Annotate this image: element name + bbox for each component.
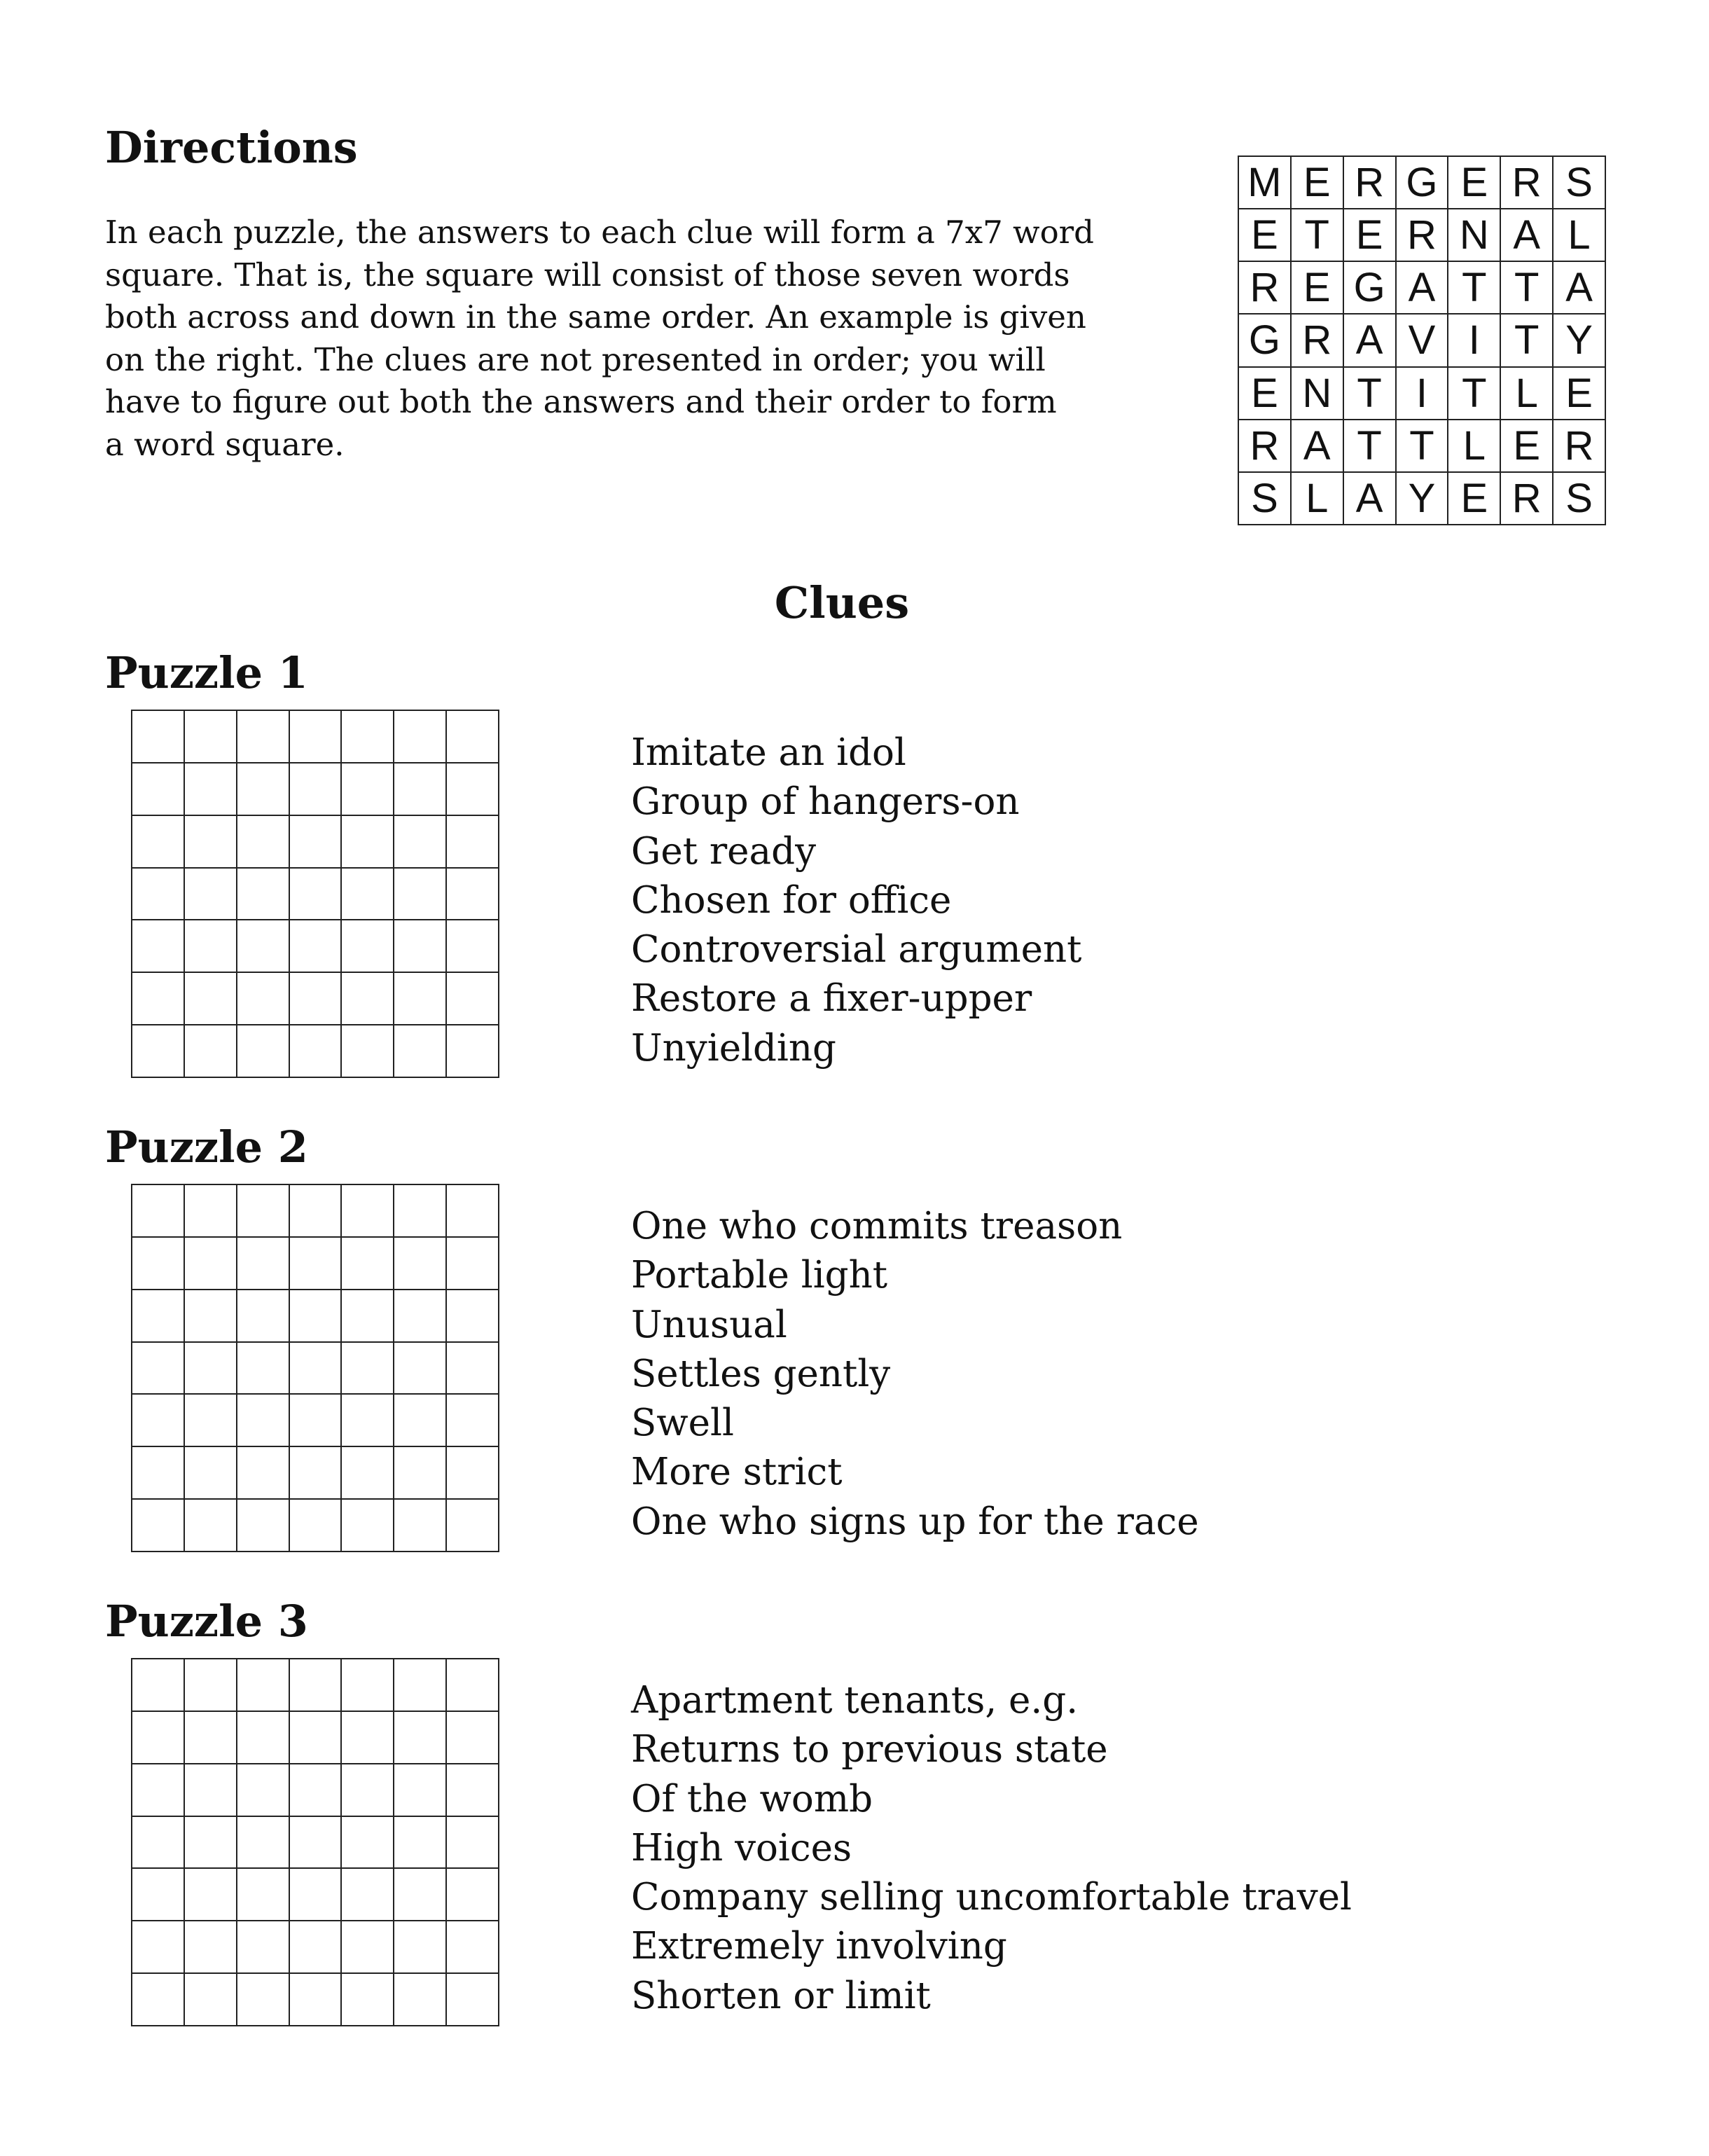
puzzle-cell[interactable] xyxy=(394,1921,447,1974)
puzzle-cell[interactable] xyxy=(342,1185,394,1238)
example-cell: N xyxy=(1448,209,1501,262)
example-cell: E xyxy=(1554,368,1606,420)
directions-text xyxy=(105,212,1121,466)
puzzle-cell[interactable] xyxy=(342,1764,394,1817)
puzzle-cell[interactable] xyxy=(132,1185,185,1238)
puzzle-cell[interactable] xyxy=(185,1238,237,1290)
example-cell: R xyxy=(1344,157,1397,209)
puzzle-cell[interactable] xyxy=(237,1817,290,1870)
example-cell: A xyxy=(1397,262,1449,315)
example-cell: A xyxy=(1554,262,1606,315)
puzzle-3-heading: Puzzle 3 xyxy=(105,1596,308,1647)
clue-item: Swell xyxy=(631,1402,734,1445)
example-cell: T xyxy=(1448,368,1501,420)
clue-item: Restore a fixer-upper xyxy=(631,977,1032,1021)
example-word-square xyxy=(1238,156,1606,525)
puzzle-cell[interactable] xyxy=(237,1025,290,1078)
puzzle-cell[interactable] xyxy=(237,1974,290,2026)
directions-line: a word square. xyxy=(105,425,345,463)
puzzle-cell[interactable] xyxy=(447,1921,499,1974)
puzzle-cell[interactable] xyxy=(185,1869,237,1921)
puzzle-cell[interactable] xyxy=(132,1974,185,2026)
example-cell: S xyxy=(1554,157,1606,209)
puzzle-cell[interactable] xyxy=(290,1185,343,1238)
puzzle-cell[interactable] xyxy=(290,1025,343,1078)
puzzle-cell[interactable] xyxy=(237,1869,290,1921)
puzzle-cell[interactable] xyxy=(290,816,343,869)
puzzle-cell[interactable] xyxy=(185,1290,237,1343)
clue-item: One who commits treason xyxy=(631,1205,1123,1248)
puzzle-cell[interactable] xyxy=(342,1025,394,1078)
puzzle-cell[interactable] xyxy=(290,1500,343,1552)
example-cell: R xyxy=(1292,315,1344,367)
puzzle-cell[interactable] xyxy=(185,711,237,763)
puzzle-cell[interactable] xyxy=(447,1817,499,1870)
clue-item: Unyielding xyxy=(631,1026,836,1070)
puzzle-cell[interactable] xyxy=(394,1238,447,1290)
puzzle-cell[interactable] xyxy=(290,1869,343,1921)
puzzle-cell[interactable] xyxy=(394,1869,447,1921)
puzzle-cell[interactable] xyxy=(290,1238,343,1290)
puzzle-cell[interactable] xyxy=(237,1500,290,1552)
puzzle-cell[interactable] xyxy=(132,1238,185,1290)
puzzle-1-clues xyxy=(631,728,1081,1073)
puzzle-cell[interactable] xyxy=(237,973,290,1025)
puzzle-cell[interactable] xyxy=(342,816,394,869)
example-cell: Y xyxy=(1554,315,1606,367)
puzzle-1-grid[interactable] xyxy=(131,710,499,1078)
puzzle-cell[interactable] xyxy=(394,1290,447,1343)
puzzle-cell[interactable] xyxy=(132,1869,185,1921)
puzzle-cell[interactable] xyxy=(290,1974,343,2026)
puzzle-cell[interactable] xyxy=(394,816,447,869)
puzzle-cell[interactable] xyxy=(447,1238,499,1290)
puzzle-cell[interactable] xyxy=(185,1764,237,1817)
puzzle-cell[interactable] xyxy=(342,1712,394,1764)
puzzle-cell[interactable] xyxy=(342,1447,394,1500)
puzzle-cell[interactable] xyxy=(237,816,290,869)
puzzle-cell[interactable] xyxy=(342,920,394,973)
puzzle-cell[interactable] xyxy=(342,1290,394,1343)
puzzle-cell[interactable] xyxy=(342,763,394,816)
puzzle-cell[interactable] xyxy=(342,1974,394,2026)
example-cell: T xyxy=(1501,315,1554,367)
clue-item: Unusual xyxy=(631,1303,787,1346)
puzzle-cell[interactable] xyxy=(237,1343,290,1395)
puzzle-cell[interactable] xyxy=(394,1659,447,1712)
puzzle-cell[interactable] xyxy=(342,1343,394,1395)
puzzle-cell[interactable] xyxy=(290,920,343,973)
example-cell: A xyxy=(1344,315,1397,367)
puzzle-cell[interactable] xyxy=(185,763,237,816)
puzzle-cell[interactable] xyxy=(342,1238,394,1290)
puzzle-cell[interactable] xyxy=(447,763,499,816)
example-cell: E xyxy=(1239,209,1292,262)
puzzle-cell[interactable] xyxy=(342,1921,394,1974)
example-cell: S xyxy=(1554,473,1606,525)
puzzle-cell[interactable] xyxy=(132,973,185,1025)
puzzle-cell[interactable] xyxy=(185,1817,237,1870)
directions-line: square. That is, the square will consist of those seven words xyxy=(105,256,1070,293)
puzzle-cell[interactable] xyxy=(290,1712,343,1764)
example-cell: S xyxy=(1239,473,1292,525)
puzzle-3-grid[interactable] xyxy=(131,1658,499,2026)
clues-heading: Clues xyxy=(774,577,910,628)
puzzle-2-heading: Puzzle 2 xyxy=(105,1121,308,1173)
puzzle-cell[interactable] xyxy=(290,763,343,816)
clue-item: Of the womb xyxy=(631,1777,873,1820)
example-cell: Y xyxy=(1397,473,1449,525)
puzzle-cell[interactable] xyxy=(132,1764,185,1817)
puzzle-cell[interactable] xyxy=(394,1974,447,2026)
puzzle-cell[interactable] xyxy=(185,1343,237,1395)
example-cell: E xyxy=(1239,368,1292,420)
puzzle-cell[interactable] xyxy=(394,869,447,921)
puzzle-cell[interactable] xyxy=(394,1343,447,1395)
puzzle-cell[interactable] xyxy=(132,1025,185,1078)
puzzle-3-clues xyxy=(631,1676,1352,2021)
example-cell: A xyxy=(1501,209,1554,262)
example-cell: L xyxy=(1448,420,1501,473)
clue-item: Imitate an idol xyxy=(631,731,906,774)
puzzle-cell[interactable] xyxy=(290,1343,343,1395)
puzzle-cell[interactable] xyxy=(185,1500,237,1552)
example-cell: L xyxy=(1554,209,1606,262)
puzzle-cell[interactable] xyxy=(447,1869,499,1921)
example-cell: T xyxy=(1292,209,1344,262)
puzzle-cell[interactable] xyxy=(447,1395,499,1447)
example-cell: E xyxy=(1292,157,1344,209)
puzzle-cell[interactable] xyxy=(237,763,290,816)
puzzle-cell[interactable] xyxy=(132,920,185,973)
example-cell: T xyxy=(1344,420,1397,473)
puzzle-cell[interactable] xyxy=(290,1395,343,1447)
clue-item: High voices xyxy=(631,1826,852,1870)
puzzle-cell[interactable] xyxy=(185,1921,237,1974)
puzzle-cell[interactable] xyxy=(185,973,237,1025)
example-cell: R xyxy=(1239,420,1292,473)
clue-item: Portable light xyxy=(631,1254,888,1297)
puzzle-cell[interactable] xyxy=(447,816,499,869)
puzzle-cell[interactable] xyxy=(237,1712,290,1764)
puzzle-cell[interactable] xyxy=(132,1343,185,1395)
puzzle-cell[interactable] xyxy=(394,1395,447,1447)
example-cell: A xyxy=(1344,473,1397,525)
clue-item: Chosen for office xyxy=(631,878,952,922)
example-cell: R xyxy=(1554,420,1606,473)
directions-line: In each puzzle, the answers to each clue will form a 7x7 word xyxy=(105,214,1094,251)
puzzle-cell[interactable] xyxy=(185,1712,237,1764)
puzzle-cell[interactable] xyxy=(394,1500,447,1552)
example-cell: R xyxy=(1239,262,1292,315)
puzzle-cell[interactable] xyxy=(132,1395,185,1447)
puzzle-cell[interactable] xyxy=(132,1659,185,1712)
puzzle-cell[interactable] xyxy=(185,1025,237,1078)
puzzle-cell[interactable] xyxy=(132,1500,185,1552)
puzzle-cell[interactable] xyxy=(447,1185,499,1238)
puzzle-cell[interactable] xyxy=(342,1659,394,1712)
puzzle-cell[interactable] xyxy=(237,1290,290,1343)
clue-item: Shorten or limit xyxy=(631,1974,931,2017)
puzzle-cell[interactable] xyxy=(237,920,290,973)
puzzle-cell[interactable] xyxy=(447,973,499,1025)
puzzle-cell[interactable] xyxy=(290,973,343,1025)
puzzle-cell[interactable] xyxy=(237,1921,290,1974)
example-cell: G xyxy=(1344,262,1397,315)
example-cell: R xyxy=(1397,209,1449,262)
example-cell: R xyxy=(1501,473,1554,525)
example-cell: E xyxy=(1448,473,1501,525)
puzzle-cell[interactable] xyxy=(342,1817,394,1870)
puzzle-cell[interactable] xyxy=(394,1185,447,1238)
puzzle-2-clues xyxy=(631,1202,1199,1547)
puzzle-cell[interactable] xyxy=(290,869,343,921)
puzzle-cell[interactable] xyxy=(394,763,447,816)
example-cell: V xyxy=(1397,315,1449,367)
puzzle-cell[interactable] xyxy=(342,869,394,921)
puzzle-2-grid[interactable] xyxy=(131,1184,499,1552)
directions-line: have to figure out both the answers and their order to form xyxy=(105,383,1057,420)
puzzle-cell[interactable] xyxy=(394,973,447,1025)
puzzle-cell[interactable] xyxy=(237,711,290,763)
puzzle-cell[interactable] xyxy=(447,1974,499,2026)
puzzle-cell[interactable] xyxy=(132,1447,185,1500)
example-cell: E xyxy=(1344,209,1397,262)
puzzle-cell[interactable] xyxy=(394,1764,447,1817)
puzzle-cell[interactable] xyxy=(237,1447,290,1500)
puzzle-cell[interactable] xyxy=(447,711,499,763)
clue-item: Apartment tenants, e.g. xyxy=(631,1679,1079,1722)
puzzle-cell[interactable] xyxy=(447,1343,499,1395)
puzzle-cell[interactable] xyxy=(342,1500,394,1552)
puzzle-1-heading: Puzzle 1 xyxy=(105,647,308,698)
example-cell: I xyxy=(1448,315,1501,367)
puzzle-cell[interactable] xyxy=(237,1238,290,1290)
puzzle-cell[interactable] xyxy=(237,869,290,921)
puzzle-cell[interactable] xyxy=(342,711,394,763)
example-cell: A xyxy=(1292,420,1344,473)
puzzle-cell[interactable] xyxy=(185,1659,237,1712)
puzzle-cell[interactable] xyxy=(132,1290,185,1343)
clue-item: Returns to previous state xyxy=(631,1728,1108,1771)
puzzle-cell[interactable] xyxy=(132,1817,185,1870)
clue-item: Extremely involving xyxy=(631,1925,1007,1968)
puzzle-cell[interactable] xyxy=(447,1500,499,1552)
puzzle-cell[interactable] xyxy=(394,1817,447,1870)
example-cell: T xyxy=(1344,368,1397,420)
puzzle-cell[interactable] xyxy=(237,1395,290,1447)
puzzle-cell[interactable] xyxy=(185,920,237,973)
puzzle-cell[interactable] xyxy=(237,1764,290,1817)
puzzle-cell[interactable] xyxy=(447,1447,499,1500)
puzzle-cell[interactable] xyxy=(447,869,499,921)
directions-heading: Directions xyxy=(105,122,358,173)
example-cell: E xyxy=(1448,157,1501,209)
example-cell: N xyxy=(1292,368,1344,420)
example-cell: T xyxy=(1501,262,1554,315)
clue-item: Get ready xyxy=(631,829,817,873)
puzzle-cell[interactable] xyxy=(132,1712,185,1764)
puzzle-cell[interactable] xyxy=(237,1659,290,1712)
example-cell: I xyxy=(1397,368,1449,420)
puzzle-cell[interactable] xyxy=(132,763,185,816)
example-cell: G xyxy=(1397,157,1449,209)
example-cell: T xyxy=(1448,262,1501,315)
example-cell: T xyxy=(1397,420,1449,473)
puzzle-cell[interactable] xyxy=(185,1974,237,2026)
clue-item: Company selling uncomfortable travel xyxy=(631,1876,1352,1919)
example-cell: G xyxy=(1239,315,1292,367)
clue-item: One who signs up for the race xyxy=(631,1500,1199,1543)
puzzle-cell[interactable] xyxy=(132,1921,185,1974)
directions-line: both across and down in the same order. An example is given xyxy=(105,298,1086,336)
puzzle-cell[interactable] xyxy=(394,711,447,763)
puzzle-cell[interactable] xyxy=(290,1659,343,1712)
puzzle-cell[interactable] xyxy=(237,1185,290,1238)
puzzle-cell[interactable] xyxy=(447,1764,499,1817)
clue-item: Settles gently xyxy=(631,1352,891,1395)
clue-item: More strict xyxy=(631,1451,843,1494)
puzzle-cell[interactable] xyxy=(394,1025,447,1078)
example-cell: L xyxy=(1501,368,1554,420)
puzzle-cell[interactable] xyxy=(447,1712,499,1764)
clue-item: Group of hangers-on xyxy=(631,780,1020,824)
puzzle-cell[interactable] xyxy=(290,711,343,763)
puzzle-cell[interactable] xyxy=(290,1817,343,1870)
clue-item: Controversial argument xyxy=(631,928,1082,972)
puzzle-cell[interactable] xyxy=(447,1659,499,1712)
example-cell: L xyxy=(1292,473,1344,525)
puzzle-cell[interactable] xyxy=(132,711,185,763)
puzzle-cell[interactable] xyxy=(290,1290,343,1343)
puzzle-cell[interactable] xyxy=(447,1290,499,1343)
puzzle-cell[interactable] xyxy=(394,920,447,973)
puzzle-cell[interactable] xyxy=(185,869,237,921)
puzzle-cell[interactable] xyxy=(185,1185,237,1238)
puzzle-cell[interactable] xyxy=(342,973,394,1025)
puzzle-cell[interactable] xyxy=(342,1869,394,1921)
puzzle-cell[interactable] xyxy=(132,816,185,869)
example-cell: E xyxy=(1292,262,1344,315)
puzzle-cell[interactable] xyxy=(132,869,185,921)
puzzle-cell[interactable] xyxy=(185,1395,237,1447)
puzzle-cell[interactable] xyxy=(447,1025,499,1078)
example-cell: R xyxy=(1501,157,1554,209)
puzzle-cell[interactable] xyxy=(290,1447,343,1500)
puzzle-cell[interactable] xyxy=(447,920,499,973)
puzzle-cell[interactable] xyxy=(394,1712,447,1764)
example-cell: E xyxy=(1501,420,1554,473)
puzzle-cell[interactable] xyxy=(185,816,237,869)
puzzle-cell[interactable] xyxy=(290,1921,343,1974)
example-cell: M xyxy=(1239,157,1292,209)
directions-line: on the right. The clues are not presented in order; you will xyxy=(105,340,1046,378)
puzzle-cell[interactable] xyxy=(394,1447,447,1500)
puzzle-cell[interactable] xyxy=(342,1395,394,1447)
puzzle-cell[interactable] xyxy=(185,1447,237,1500)
puzzle-cell[interactable] xyxy=(290,1764,343,1817)
